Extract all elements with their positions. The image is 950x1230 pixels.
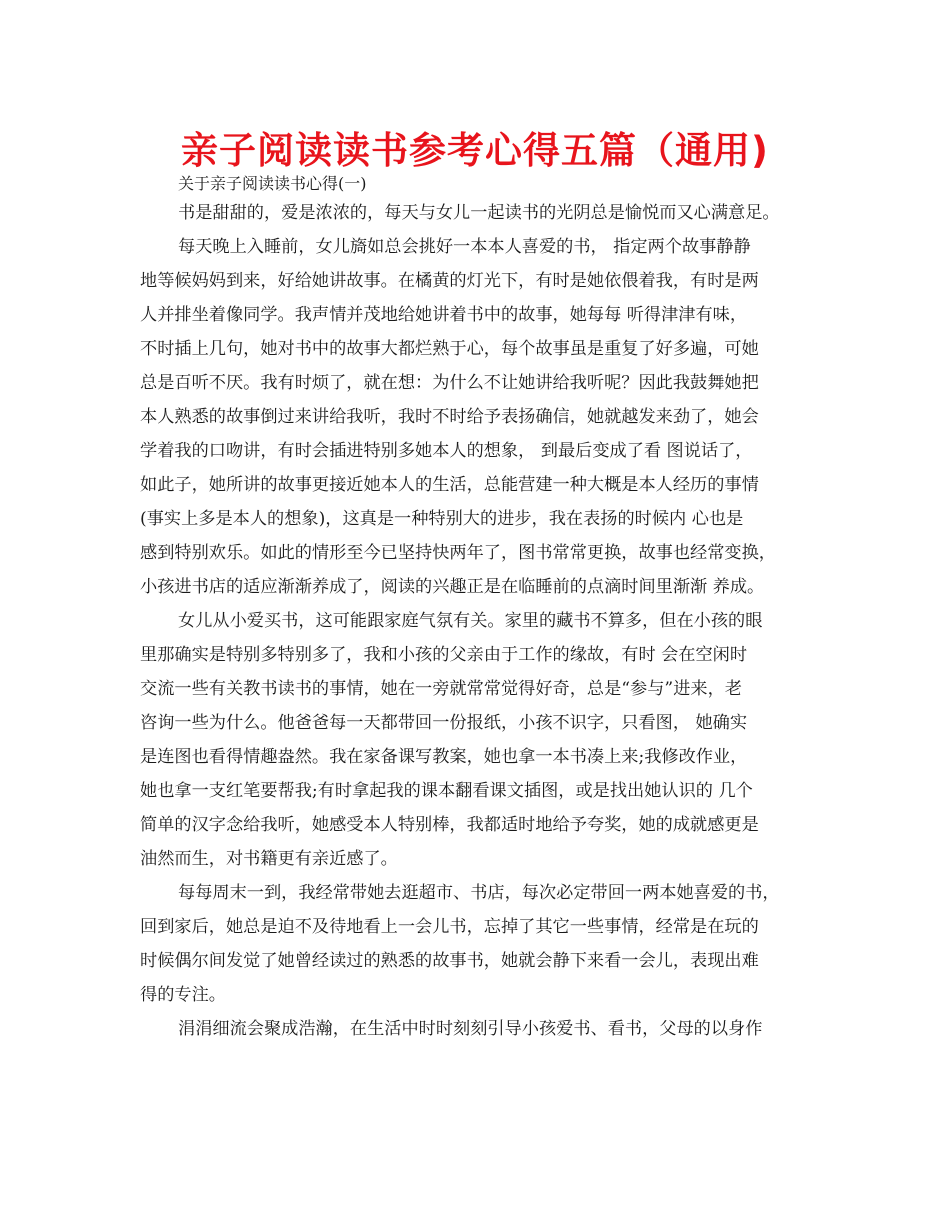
paragraph-line: 是连图也看得情趣盎然。我在家备课写教案，她也拿一本书凑上来;我修改作业， (140, 747, 748, 767)
document-body (140, 196, 830, 1046)
paragraph-line: 总是百听不厌。我有时烦了，就在想：为什么不让她讲给我听呢？因此我鼓舞她把 (140, 373, 759, 393)
paragraph-line: 时候偶尔间发觉了她曾经读过的熟悉的故事书，她就会静下来看一会儿，表现出难 (140, 951, 759, 971)
document-title: 亲子阅读读书参考心得五篇（通用) (181, 129, 769, 172)
paragraph-line: 小孩进书店的适应渐渐养成了，阅读的兴趣正是在临睡前的点滴时间里渐渐 养成。 (140, 577, 765, 597)
paragraph-line: 得的专注。 (140, 985, 226, 1005)
paragraph-line: 学着我的口吻讲，有时会插进特别多她本人的想象， 到最后变成了看 图说话了， (140, 441, 753, 461)
paragraph-line: 简单的汉字念给我听，她感受本人特别棒，我都适时地给予夸奖，她的成就感更是 (140, 815, 759, 835)
paragraph-line: 里那确实是特别多特别多了，我和小孩的父亲由于工作的缘故，有时 会在空闲时 (140, 645, 748, 665)
paragraph-line: 每天晚上入睡前，女儿旖如总会挑好一本本人喜爱的书， 指定两个故事静静 (178, 237, 751, 257)
paragraph-line: 咨询一些为什么。他爸爸每一天都带回一份报纸，小孩不识字，只看图， 她确实 (140, 713, 748, 733)
paragraph-line: 每每周末一到，我经常带她去逛超市、书店，每次必定带回一两本她喜爱的书， (178, 883, 780, 903)
paragraph-line: 女儿从小爱买书，这可能跟家庭气氛有关。家里的藏书不算多，但在小孩的眼 (178, 611, 763, 631)
paragraph-line: 地等候妈妈到来，好给她讲故事。在橘黄的灯光下，有时是她依偎着我，有时是两 (140, 271, 759, 291)
section-subtitle: 关于亲子阅读读书心得(一) (178, 174, 367, 193)
paragraph-line: 人并排坐着像同学。我声情并茂地给她讲着书中的故事，她每每 听得津津有味， (140, 305, 748, 325)
paragraph-line: 回到家后，她总是迫不及待地看上一会儿书，忘掉了其它一些事情，经常是在玩的 (140, 917, 759, 937)
paragraph-line: 本人熟悉的故事倒过来讲给我听，我时不时给予表扬确信，她就越发来劲了，她会 (140, 407, 759, 427)
paragraph-line: 不时插上几句，她对书中的故事大都烂熟于心，每个故事虽是重复了好多遍，可她 (140, 339, 759, 359)
paragraph-line: 她也拿一支红笔要帮我;有时拿起我的课本翻看课文插图，或是找出她认识的 几个 (140, 781, 753, 801)
paragraph-line: 油然而生，对书籍更有亲近感了。 (140, 849, 398, 869)
paragraph-line: 如此子，她所讲的故事更接近她本人的生活，总能营建一种大概是本人经历的事情 (140, 475, 759, 495)
paragraph-line: 书是甜甜的，爱是浓浓的，每天与女儿一起读书的光阴总是愉悦而又心满意足。 (178, 203, 780, 223)
paragraph-line: (事实上多是本人的想象)，这真是一种特别大的进步，我在表扬的时候内 心也是 (140, 509, 744, 529)
paragraph-line: 交流一些有关教书读书的事情，她在一旁就常常觉得好奇，总是“参与”进来，老 (140, 679, 742, 699)
paragraph-line: 涓涓细流会聚成浩瀚，在生活中时时刻刻引导小孩爱书、看书，父母的以身作 (178, 1019, 763, 1039)
paragraph-line: 感到特别欢乐。如此的情形至今已坚持快两年了，图书常常更换，故事也经常变换， (140, 543, 776, 563)
